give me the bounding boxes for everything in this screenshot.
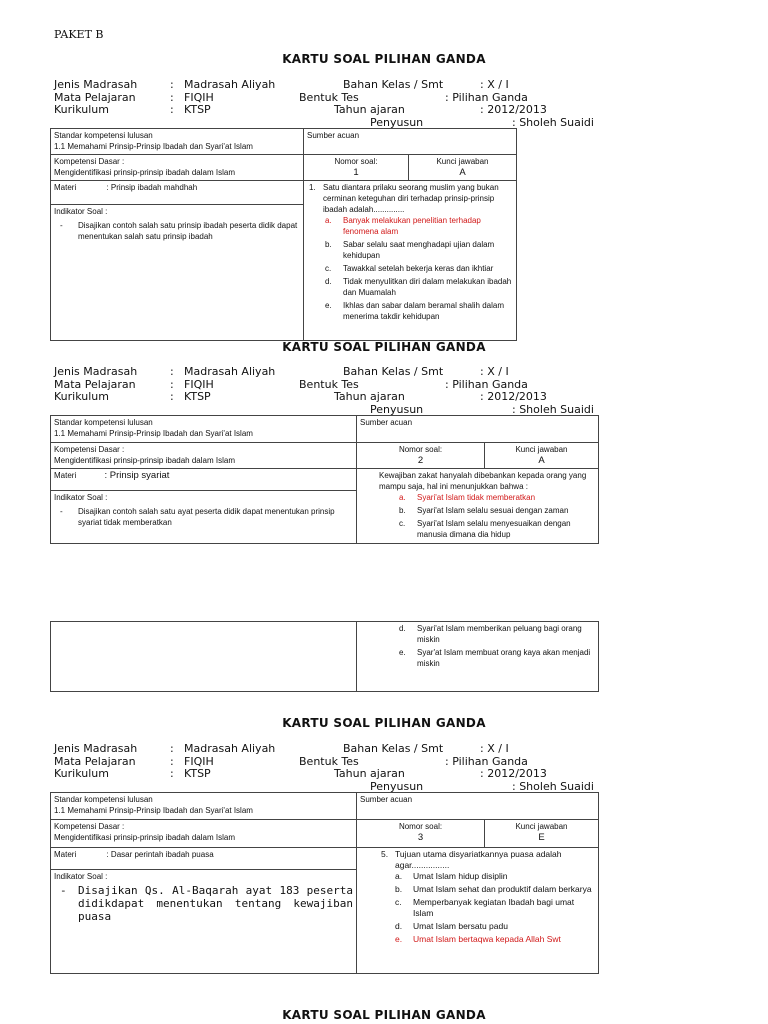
materi-value: : Prinsip syariat (104, 470, 170, 481)
bentuk-value: : Pilihan Ganda (445, 755, 528, 768)
question-cell (357, 848, 599, 974)
option-list (391, 871, 595, 945)
question (379, 849, 595, 871)
penyusun-value: : Sholeh Suaidi (512, 780, 594, 793)
mapel-label: Mata Pelajaran (54, 378, 136, 391)
option-text: Tidak menyulitkan diri dalam melakukan ibadah dan Muamalah (343, 277, 512, 297)
indikator-label: Indikator Soal : (54, 207, 108, 216)
option-key: c. (395, 897, 402, 907)
bahan-label: Bahan Kelas / Smt (343, 78, 444, 91)
indikator-value: Disajikan contoh salah satu ayat peserta didik dapat menentukan prinsip syariat tidak memberatkan (78, 507, 335, 528)
dash: - (60, 884, 67, 897)
tahun-label: Tahun ajaran (334, 767, 405, 780)
card-2-continuation (50, 621, 599, 692)
option-text: Tawakkal setelah bekerja keras dan ikhtiar (343, 264, 494, 273)
bentuk-value: : Pilihan Ganda (445, 378, 528, 391)
card-2-title: KARTU SOAL PILIHAN GANDA (282, 340, 486, 354)
kurikulum-value: KTSP (184, 103, 211, 116)
dash: - (60, 221, 63, 230)
nomor-label: Nomor soal: (398, 822, 443, 831)
kunci-cell (409, 155, 517, 181)
question (307, 182, 513, 215)
materi-cell (51, 469, 357, 491)
card-3-title: KARTU SOAL PILIHAN GANDA (282, 716, 486, 730)
option-key: b. (325, 240, 332, 249)
colon: : (170, 91, 174, 104)
question-continuation-cell (357, 622, 599, 692)
option-c (321, 263, 513, 274)
colon: : (170, 78, 174, 91)
sumber-cell (304, 129, 517, 155)
mapel-value: FIQIH (184, 755, 214, 768)
kurikulum-value: KTSP (184, 390, 211, 403)
indikator-value: Disajikan contoh salah satu prinsip ibadah peserta didik dapat menentukan salah satu prinsip ibadah (78, 221, 298, 241)
penyusun-label: Penyusun (370, 403, 424, 416)
bahan-value: : X / I (480, 78, 509, 91)
kunci-label: Kunci jawaban (515, 822, 568, 831)
materi-label: Materi (54, 471, 77, 480)
nomor-cell (357, 820, 485, 848)
mapel-value: FIQIH (184, 378, 214, 391)
question-cell (304, 181, 517, 341)
option-key: a. (325, 216, 332, 225)
materi-value: : Dasar perintah ibadah puasa (106, 850, 214, 859)
option-c (391, 897, 595, 919)
kd-value: Mengidentifikasi prinsip-prinsip ibadah dalam Islam (54, 456, 235, 465)
kd-label: Kompetensi Dasar : (54, 157, 125, 166)
penyusun-value: : Sholeh Suaidi (512, 403, 594, 416)
tahun-value: : 2012/2013 (480, 390, 547, 403)
option-text: Memperbanyak kegiatan Ibadah bagi umat Islam (413, 897, 575, 918)
indikator-cell (51, 870, 357, 974)
kd-cell (51, 820, 357, 848)
bahan-label: Bahan Kelas / Smt (343, 742, 444, 755)
question-number: 5. (381, 849, 389, 859)
kurikulum-label: Kurikulum (54, 767, 109, 780)
option-key: b. (395, 884, 403, 894)
colon: : (170, 755, 174, 768)
colon: : (170, 103, 174, 116)
question-text: Kewajiban zakat hanyalah dibebankan kepada orang yang mampu saja, hal ini menunjukkan bahwa : (379, 471, 587, 491)
jenis-value: Madrasah Aliyah (184, 365, 276, 378)
option-key: d. (395, 921, 403, 931)
question-text: Satu diantara prilaku seorang muslim yang bukan cerminan keteguhan diri terhadap prinsip-prinsip ibadah adalah.............. (323, 183, 499, 214)
sumber-cell (357, 793, 599, 820)
option-d (391, 921, 595, 932)
standar-label: Standar kompetensi lulusan (54, 131, 153, 140)
standar-label: Standar kompetensi lulusan (54, 418, 153, 427)
kd-cell (51, 155, 304, 181)
option-a (391, 871, 595, 882)
option-text: Ikhlas dan sabar dalam beramal shalih dalam menerima takdir kehidupan (343, 301, 504, 321)
question-cell (357, 469, 599, 544)
tahun-label: Tahun ajaran (334, 390, 405, 403)
indikator-value: Disajikan Qs. Al-Baqarah ayat 183 peserta didikdapat menentukan tentang kewajiban puasa (78, 884, 353, 923)
option-list (321, 215, 513, 322)
kd-value: Mengidentifikasi prinsip-prinsip ibadah dalam Islam (54, 833, 235, 842)
option-key: a. (399, 493, 406, 502)
option-text: Syari'at Islam memberikan peluang bagi orang miskin (417, 624, 582, 644)
materi-cell (51, 181, 304, 205)
kunci-value: A (459, 167, 466, 178)
jenis-label: Jenis Madrasah (54, 365, 138, 378)
option-c (395, 518, 595, 540)
option-text: Syari'at Islam tidak memberatkan (417, 493, 536, 502)
standar-value: 1.1 Memahami Prinsip-Prinsip Ibadah dan Syari'at Islam (54, 142, 253, 151)
indikator (54, 220, 300, 242)
option-d (395, 623, 595, 645)
nomor-cell (357, 443, 485, 469)
option-key: e. (325, 301, 332, 310)
indikator (54, 884, 353, 923)
option-key: e. (399, 648, 406, 657)
kunci-value: E (538, 832, 545, 843)
standar-value: 1.1 Memahami Prinsip-Prinsip Ibadah dan Syari'at Islam (54, 806, 253, 815)
standar-cell (51, 129, 304, 155)
nomor-value: 1 (353, 167, 359, 178)
kunci-label: Kunci jawaban (515, 445, 568, 454)
option-text: Sabar selalu saat menghadapi ujian dalam kehidupan (343, 240, 495, 260)
standar-label: Standar kompetensi lulusan (54, 795, 153, 804)
kd-cell (51, 443, 357, 469)
colon: : (170, 742, 174, 755)
option-a (321, 215, 513, 237)
option-text: Syari'at Islam selalu sesuai dengan zaman (417, 506, 569, 515)
option-list (395, 623, 595, 669)
nomor-label: Nomor soal: (334, 157, 378, 166)
standar-value: 1.1 Memahami Prinsip-Prinsip Ibadah dan Syari'at Islam (54, 429, 253, 438)
sumber-label: Sumber acuan (307, 131, 360, 140)
card-4-title: KARTU SOAL PILIHAN GANDA (282, 1008, 486, 1022)
standar-cell (51, 416, 357, 443)
bahan-value: : X / I (480, 365, 509, 378)
colon: : (170, 767, 174, 780)
option-text: Syari'at Islam selalu menyesuaikan dengan manusia dimana dia hidup (417, 519, 571, 539)
bentuk-label: Bentuk Tes (299, 755, 359, 768)
colon: : (170, 390, 174, 403)
option-text: Umat Islam hidup disiplin (413, 871, 508, 881)
option-text: Umat Islam bersatu padu (413, 921, 508, 931)
kd-label: Kompetensi Dasar : (54, 445, 125, 454)
question-text: Tujuan utama disyariatkannya puasa adalah agar................ (395, 849, 562, 870)
sumber-label: Sumber acuan (360, 418, 413, 427)
sumber-label: Sumber acuan (360, 795, 413, 804)
option-e (395, 647, 595, 669)
sumber-cell (357, 416, 599, 443)
kd-value: Mengidentifikasi prinsip-prinsip ibadah dalam Islam (54, 168, 235, 177)
option-key: c. (399, 519, 406, 528)
tahun-label: Tahun ajaran (334, 103, 405, 116)
nomor-value: 3 (417, 832, 424, 843)
dash: - (60, 507, 63, 517)
indikator-cell (51, 205, 304, 341)
indikator-label: Indikator Soal : (54, 872, 108, 881)
card-1-table (50, 128, 517, 341)
colon: : (170, 378, 174, 391)
card-3-table (50, 792, 599, 974)
penyusun-value: : Sholeh Suaidi (512, 116, 594, 129)
empty-cell (51, 622, 357, 692)
kunci-value: A (538, 455, 545, 466)
colon: : (170, 365, 174, 378)
mapel-label: Mata Pelajaran (54, 91, 136, 104)
mapel-label: Mata Pelajaran (54, 755, 136, 768)
paket-label: PAKET B (54, 28, 104, 41)
nomor-cell (304, 155, 409, 181)
mapel-value: FIQIH (184, 91, 214, 104)
option-b (391, 884, 595, 895)
option-text: Banyak melakukan penelitian terhadap fenomena alam (343, 216, 481, 236)
materi-cell (51, 848, 357, 870)
option-key: e. (395, 934, 403, 944)
bentuk-label: Bentuk Tes (299, 91, 359, 104)
question-number: 1. (309, 183, 316, 192)
option-b (395, 505, 595, 516)
nomor-label: Nomor soal: (398, 445, 443, 454)
jenis-label: Jenis Madrasah (54, 78, 138, 91)
card-1-title: KARTU SOAL PILIHAN GANDA (282, 52, 486, 66)
materi-label: Materi (54, 850, 77, 859)
standar-cell (51, 793, 357, 820)
kunci-cell (485, 820, 599, 848)
option-text: Syar'at Islam membuat orang kaya akan menjadi miskin (417, 648, 591, 668)
kurikulum-value: KTSP (184, 767, 211, 780)
tahun-value: : 2012/2013 (480, 767, 547, 780)
kd-label: Kompetensi Dasar : (54, 822, 125, 831)
indikator-label: Indikator Soal : (54, 493, 108, 503)
option-key: b. (399, 506, 406, 515)
option-e (391, 934, 595, 945)
bentuk-label: Bentuk Tes (299, 378, 359, 391)
option-key: a. (395, 871, 403, 881)
bahan-value: : X / I (480, 742, 509, 755)
indikator-cell (51, 491, 357, 544)
kunci-cell (485, 443, 599, 469)
option-d (321, 276, 513, 298)
option-e (321, 300, 513, 322)
materi-label: Materi (54, 183, 77, 192)
kunci-label: Kunci jawaban (436, 157, 489, 166)
option-list (395, 492, 595, 540)
jenis-label: Jenis Madrasah (54, 742, 138, 755)
materi-value: : Prinsip ibadah mahdhah (106, 183, 198, 192)
option-key: d. (325, 277, 332, 286)
card-2-table (50, 415, 599, 544)
penyusun-label: Penyusun (370, 116, 424, 129)
jenis-value: Madrasah Aliyah (184, 742, 276, 755)
jenis-value: Madrasah Aliyah (184, 78, 276, 91)
penyusun-label: Penyusun (370, 780, 424, 793)
option-text: Umat Islam bertaqwa kepada Allah Swt (413, 934, 561, 944)
bahan-label: Bahan Kelas / Smt (343, 365, 444, 378)
option-key: d. (399, 624, 406, 633)
option-key: c. (325, 264, 332, 273)
kurikulum-label: Kurikulum (54, 390, 109, 403)
bentuk-value: : Pilihan Ganda (445, 91, 528, 104)
indikator (54, 506, 353, 528)
kurikulum-label: Kurikulum (54, 103, 109, 116)
option-text: Umat Islam sehat dan produktif dalam berkarya (413, 884, 592, 894)
option-b (321, 239, 513, 261)
tahun-value: : 2012/2013 (480, 103, 547, 116)
option-a (395, 492, 595, 503)
nomor-value: 2 (417, 455, 424, 466)
